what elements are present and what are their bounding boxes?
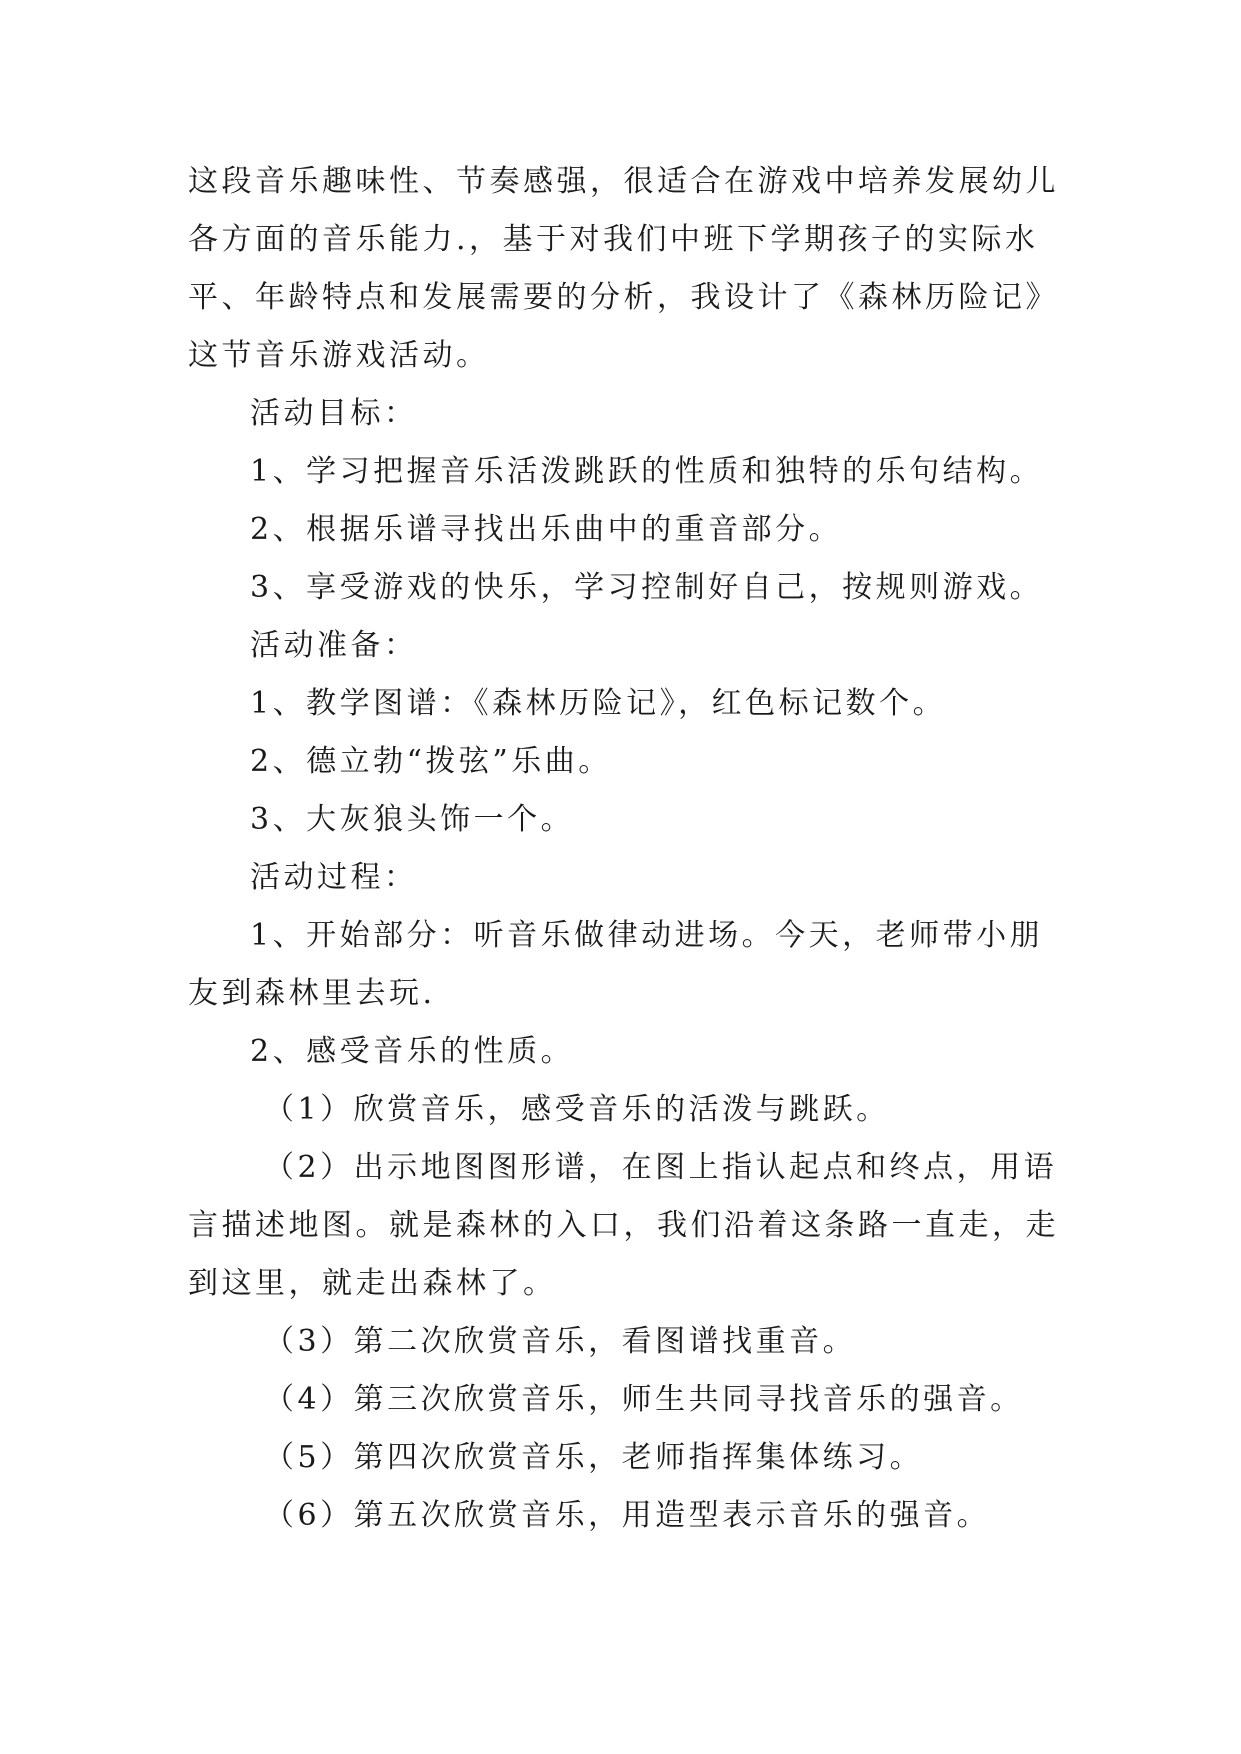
preparation-item-2: 2、德立勃“拨弦”乐曲。 (250, 744, 612, 779)
preparation-item-3: 3、大灰狼头饰一个。 (250, 802, 575, 837)
goal-item-1: 1、学习把握音乐活泼跳跃的性质和独特的乐句结构。 (250, 454, 1044, 489)
heading-activity-goals: 活动目标： (250, 396, 418, 431)
process-subitem-5: （5）第四次欣赏音乐，老师指挥集体练习。 (264, 1440, 924, 1475)
document-body (188, 153, 1068, 1545)
process-subitem-6: （6）第五次欣赏音乐，用造型表示音乐的强音。 (264, 1498, 991, 1533)
heading-activity-preparation: 活动准备： (250, 628, 418, 663)
process-subitem-3: （3）第二次欣赏音乐，看图谱找重音。 (264, 1324, 857, 1359)
heading-activity-process: 活动过程： (250, 860, 418, 895)
process-subitem-4: （4）第三次欣赏音乐，师生共同寻找音乐的强音。 (264, 1382, 1024, 1417)
process-item-2: 2、感受音乐的性质。 (250, 1034, 575, 1069)
process-subitem-1: （1）欣赏音乐，感受音乐的活泼与跳跃。 (264, 1092, 890, 1127)
process-subitem-2: （2）出示地图图形谱，在图上指认起点和终点，用语言描述地图。就是森林的入口，我们沿着这条路一直走，走到这里，就走出森林了。 (188, 1150, 1059, 1301)
preparation-item-1: 1、教学图谱：《森林历险记》，红色标记数个。 (250, 686, 947, 721)
paragraph-intro: 这段音乐趣味性、节奏感强，很适合在游戏中培养发展幼儿各方面的音乐能力.，基于对我们中班下学期孩子的实际水平、年龄特点和发展需要的分析，我设计了《森林历险记》这节音乐游戏活动。 (188, 164, 1059, 373)
process-item-1: 1、开始部分：听音乐做律动进场。今天，老师带小朋友到森林里去玩. (188, 918, 1044, 1011)
goal-item-3: 3、享受游戏的快乐，学习控制好自己，按规则游戏。 (250, 570, 1044, 605)
goal-item-2: 2、根据乐谱寻找出乐曲中的重音部分。 (250, 512, 843, 547)
